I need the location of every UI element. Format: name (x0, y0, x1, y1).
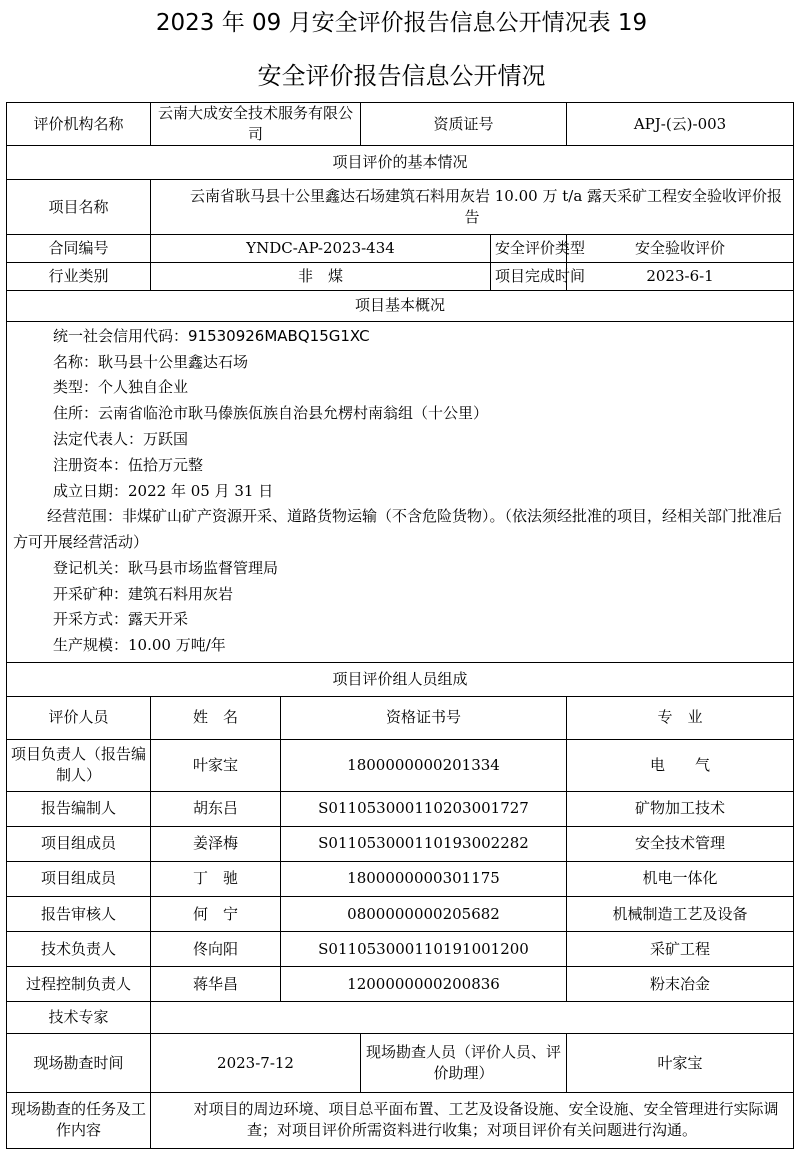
agency-label: 评价机构名称 (7, 103, 151, 146)
team-header-row (7, 697, 794, 739)
document-title: 2023 年 09 月安全评价报告信息公开情况表 19 (155, 10, 648, 36)
expert-label: 技术专家 (7, 1002, 151, 1034)
member-major: 安全技术管理 (567, 826, 794, 861)
overview-line: 登记机关：耿马县市场监督管理局 (53, 558, 279, 577)
agency-value: 云南大成安全技术服务有限公司 (151, 103, 361, 146)
member-role: 项目组成员 (7, 826, 151, 861)
overview-line: 生产规模：10.00 万吨/年 (53, 636, 226, 655)
cert-label: 资质证号 (361, 103, 567, 146)
team-header-name: 姓 名 (151, 697, 281, 739)
survey-task-label: 现场勘查的任务及工作内容 (7, 1092, 151, 1148)
member-role: 报告审核人 (7, 897, 151, 932)
member-name: 蒋华昌 (151, 967, 281, 1002)
team-section-title: 项目评价组人员组成 (7, 663, 794, 697)
member-cert: 1800000000301175 (281, 861, 567, 896)
member-name: 丁 驰 (151, 861, 281, 896)
contract-value: YNDC-AP-2023-434 (151, 235, 491, 262)
basic-section-title: 项目评价的基本情况 (7, 146, 794, 180)
eval-type-label: 安全评价类型 (491, 235, 567, 262)
cert-value: APJ-(云)-003 (567, 103, 794, 146)
member-cert: S011053000110203001727 (281, 791, 567, 826)
disclosure-table (6, 102, 794, 1149)
industry-row (7, 262, 794, 290)
contract-label: 合同编号 (7, 235, 151, 262)
contract-row (7, 235, 794, 262)
member-cert: 1800000000201334 (281, 739, 567, 791)
member-major: 粉末冶金 (567, 967, 794, 1002)
member-role: 过程控制负责人 (7, 967, 151, 1002)
table-row (7, 739, 794, 791)
survey-time-value: 2023-7-12 (151, 1034, 361, 1092)
member-name: 姜泽梅 (151, 826, 281, 861)
member-major: 机电一体化 (567, 861, 794, 896)
overview-line: 类型：个人独自企业 (53, 378, 189, 397)
project-name-row (7, 180, 794, 235)
table-row (7, 967, 794, 1002)
table-row (7, 932, 794, 967)
overview-line: 住所：云南省临沧市耿马傣族佤族自治县允楞村南翁组（十公里） (53, 404, 489, 423)
overview-line: 经营范围：非煤矿山矿产资源开采、道路货物运输（不含危险货物）。（依法须经批准的项目，经相关部门批准后方可开展经营活动） (13, 507, 783, 552)
survey-staff-value: 叶家宝 (567, 1034, 794, 1092)
overview-content (7, 321, 794, 663)
task-row (7, 1092, 794, 1148)
member-major: 采矿工程 (567, 932, 794, 967)
survey-staff-label: 现场勘查人员（评价人员、评价助理） (361, 1034, 567, 1092)
member-cert: 1200000000200836 (281, 967, 567, 1002)
member-major: 电 气 (567, 739, 794, 791)
team-header-role: 评价人员 (7, 697, 151, 739)
member-name: 佟向阳 (151, 932, 281, 967)
team-header-cert: 资格证书号 (281, 697, 567, 739)
complete-value: 2023-6-1 (567, 262, 794, 290)
industry-value: 非 煤 (151, 262, 491, 290)
table-row (7, 791, 794, 826)
survey-task-value: 对项目的周边环境、项目总平面布置、工艺及设备设施、安全设施、安全管理进行实际调查；对项目评价所需资料进行收集；对项目评价有关问题进行沟通。 (151, 1092, 794, 1148)
member-major: 矿物加工技术 (567, 791, 794, 826)
overview-line: 名称：耿马县十公里鑫达石场 (53, 352, 249, 371)
overview-line: 注册资本：伍拾万元整 (53, 455, 204, 474)
member-name: 叶家宝 (151, 739, 281, 791)
document-subtitle: 安全评价报告信息公开情况 (257, 62, 546, 90)
industry-label: 行业类别 (7, 262, 151, 290)
team-header-major: 专 业 (567, 697, 794, 739)
member-name: 何 宁 (151, 897, 281, 932)
expert-row (7, 1002, 794, 1034)
overview-line: 法定代表人：万跃国 (53, 429, 189, 448)
member-cert: S011053000110191001200 (281, 932, 567, 967)
project-name-value: 云南省耿马县十公里鑫达石场建筑石料用灰岩 10.00 万 t/a 露天采矿工程安全验收评价报告 (151, 180, 794, 235)
survey-time-label: 现场勘查时间 (7, 1034, 151, 1092)
member-role: 项目负责人（报告编制人） (7, 739, 151, 791)
expert-value (151, 1002, 794, 1034)
member-role: 项目组成员 (7, 861, 151, 896)
table-row (7, 826, 794, 861)
overview-line: 开采方式：露天开采 (53, 610, 189, 629)
overview-line: 成立日期：2022 年 05 月 31 日 (53, 481, 274, 500)
overview-section-title: 项目基本概况 (7, 290, 794, 321)
member-cert: S011053000110193002282 (281, 826, 567, 861)
complete-label: 项目完成时间 (491, 262, 567, 290)
overview-line: 开采矿种：建筑石料用灰岩 (53, 584, 234, 603)
survey-row (7, 1034, 794, 1092)
member-role: 技术负责人 (7, 932, 151, 967)
member-role: 报告编制人 (7, 791, 151, 826)
eval-type-value: 安全验收评价 (567, 235, 794, 262)
table-row (7, 897, 794, 932)
overview-line: 统一社会信用代码：91530926MABQ15G1XC (53, 326, 370, 345)
project-name-label: 项目名称 (7, 180, 151, 235)
member-name: 胡东吕 (151, 791, 281, 826)
member-cert: 0800000000205682 (281, 897, 567, 932)
agency-row (7, 103, 794, 146)
table-row (7, 861, 794, 896)
member-major: 机械制造工艺及设备 (567, 897, 794, 932)
